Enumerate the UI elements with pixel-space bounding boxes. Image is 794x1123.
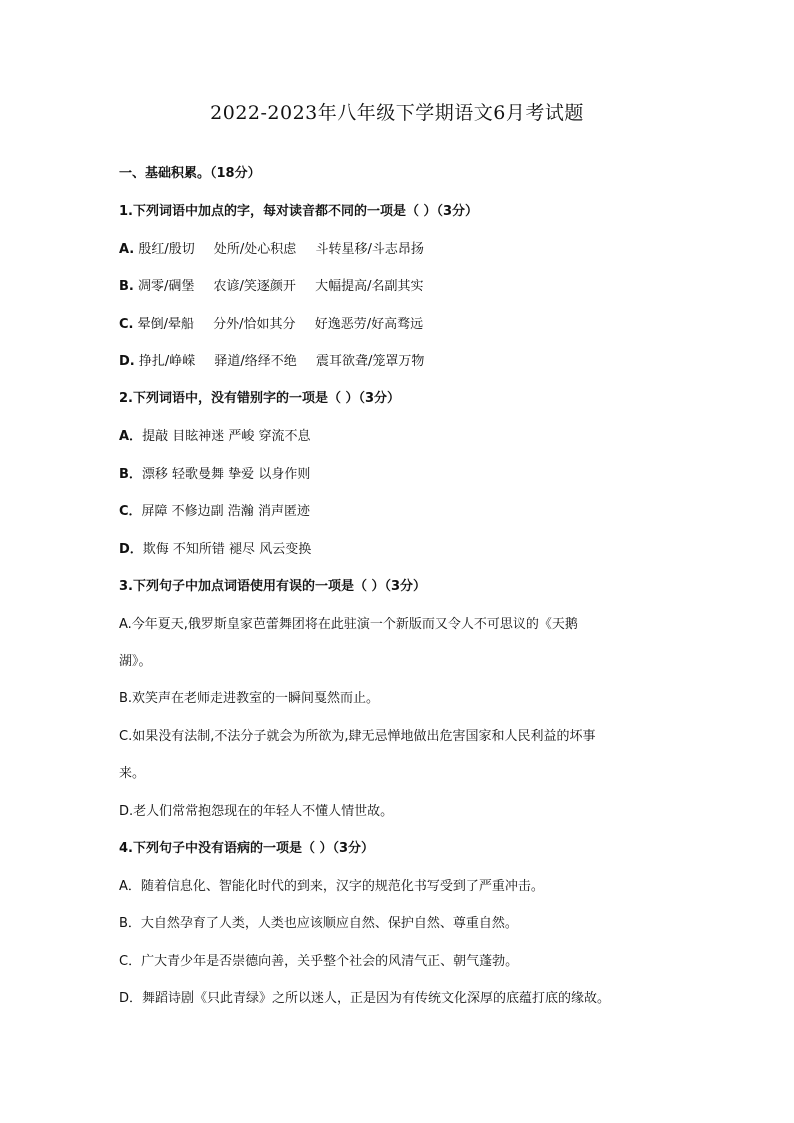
option-label: D. xyxy=(119,354,135,369)
option-text: 提敲 目眩神迷 严峻 穿流不息 xyxy=(142,429,311,444)
option-word: 殷红/殷切 xyxy=(138,242,195,257)
option-word: 震耳欲聋/笼罩万物 xyxy=(315,354,425,369)
question-2-option-d xyxy=(119,541,311,559)
option-word: 挣扎/峥嵘 xyxy=(138,354,196,369)
question-1-option-a xyxy=(119,241,424,259)
question-4-stem: 4.下列句子中没有语病的一项是（ ）（3分） xyxy=(119,841,375,856)
option-label: A． xyxy=(119,429,143,444)
option-word: 凋零/碉堡 xyxy=(138,279,195,294)
option-word: 斗转星移/斗志昂扬 xyxy=(315,242,424,257)
option-label: B. xyxy=(119,279,134,294)
question-4-option-b: B．大自然孕育了人类，人类也应该顺应自然、保护自然、尊重自然。 xyxy=(119,916,518,931)
section-heading: 一、基础积累。（18分） xyxy=(119,166,261,181)
question-3-stem: 3.下列句子中加点词语使用有误的一项是（ ）（3分） xyxy=(119,579,427,594)
option-text: 屏障 不修边副 浩瀚 消声匿迹 xyxy=(141,504,310,519)
question-3-option-d: D.老人们常常抱怨现在的年轻人不懂人情世故。 xyxy=(119,804,394,819)
question-3-option-b: B.欢笑声在老师走进教室的一瞬间戛然而止。 xyxy=(119,691,380,706)
question-3-option-a-line-1: A.今年夏天,俄罗斯皇家芭蕾舞团将在此驻演一个新版而又令人不可思议的《天鹅 xyxy=(119,617,578,632)
question-1-stem: 1.下列词语中加点的字，每对读音都不同的一项是（ ）（3分） xyxy=(119,204,479,219)
option-label: C. xyxy=(119,317,134,332)
question-2-option-a xyxy=(119,428,310,446)
option-label: D． xyxy=(119,542,143,557)
page-title: 2022-2023年八年级下学期语文6月考试题 xyxy=(210,102,584,124)
question-2-option-c xyxy=(119,503,310,521)
option-word: 大幅提高/名副其实 xyxy=(315,279,424,294)
option-text: 漂移 轻歌曼舞 挚爱 以身作则 xyxy=(141,467,311,482)
option-text: 欺侮 不知所错 褪尽 风云变换 xyxy=(142,542,312,557)
question-1-option-d xyxy=(119,353,424,371)
question-3-option-a-line-2: 湖》。 xyxy=(119,654,152,669)
question-2-option-b xyxy=(119,466,310,484)
option-word: 晕倒/晕船 xyxy=(137,317,195,332)
option-label: A. xyxy=(119,242,135,257)
question-4-option-d: D．舞蹈诗剧《只此青绿》之所以迷人，正是因为有传统文化深厚的底蕴打底的缘故。 xyxy=(119,991,611,1006)
option-word: 农谚/笑逐颜开 xyxy=(213,279,296,294)
option-word: 好逸恶劳/好高骛远 xyxy=(314,317,424,332)
question-4-option-c: C．广大青少年是否崇德向善，关乎整个社会的风清气正、朝气蓬勃。 xyxy=(119,954,519,969)
option-label: B． xyxy=(119,467,142,482)
question-1-option-b xyxy=(119,278,423,296)
question-4-option-a: A．随着信息化、智能化时代的到来，汉字的规范化书写受到了严重冲击。 xyxy=(119,879,544,894)
option-word: 分外/恰如其分 xyxy=(213,317,296,332)
question-3-option-c-line-2: 来。 xyxy=(119,766,146,781)
option-word: 驿道/络绎不绝 xyxy=(214,354,297,369)
question-3-option-c-line-1: C.如果没有法制,不法分子就会为所欲为,肆无忌惮地做出危害国家和人民利益的坏事 xyxy=(119,729,596,744)
question-2-stem: 2.下列词语中，没有错别字的一项是（ ）（3分） xyxy=(119,391,401,406)
option-label: C． xyxy=(119,504,142,519)
question-1-option-c xyxy=(119,316,423,334)
option-word: 处所/处心积虑 xyxy=(213,242,297,257)
